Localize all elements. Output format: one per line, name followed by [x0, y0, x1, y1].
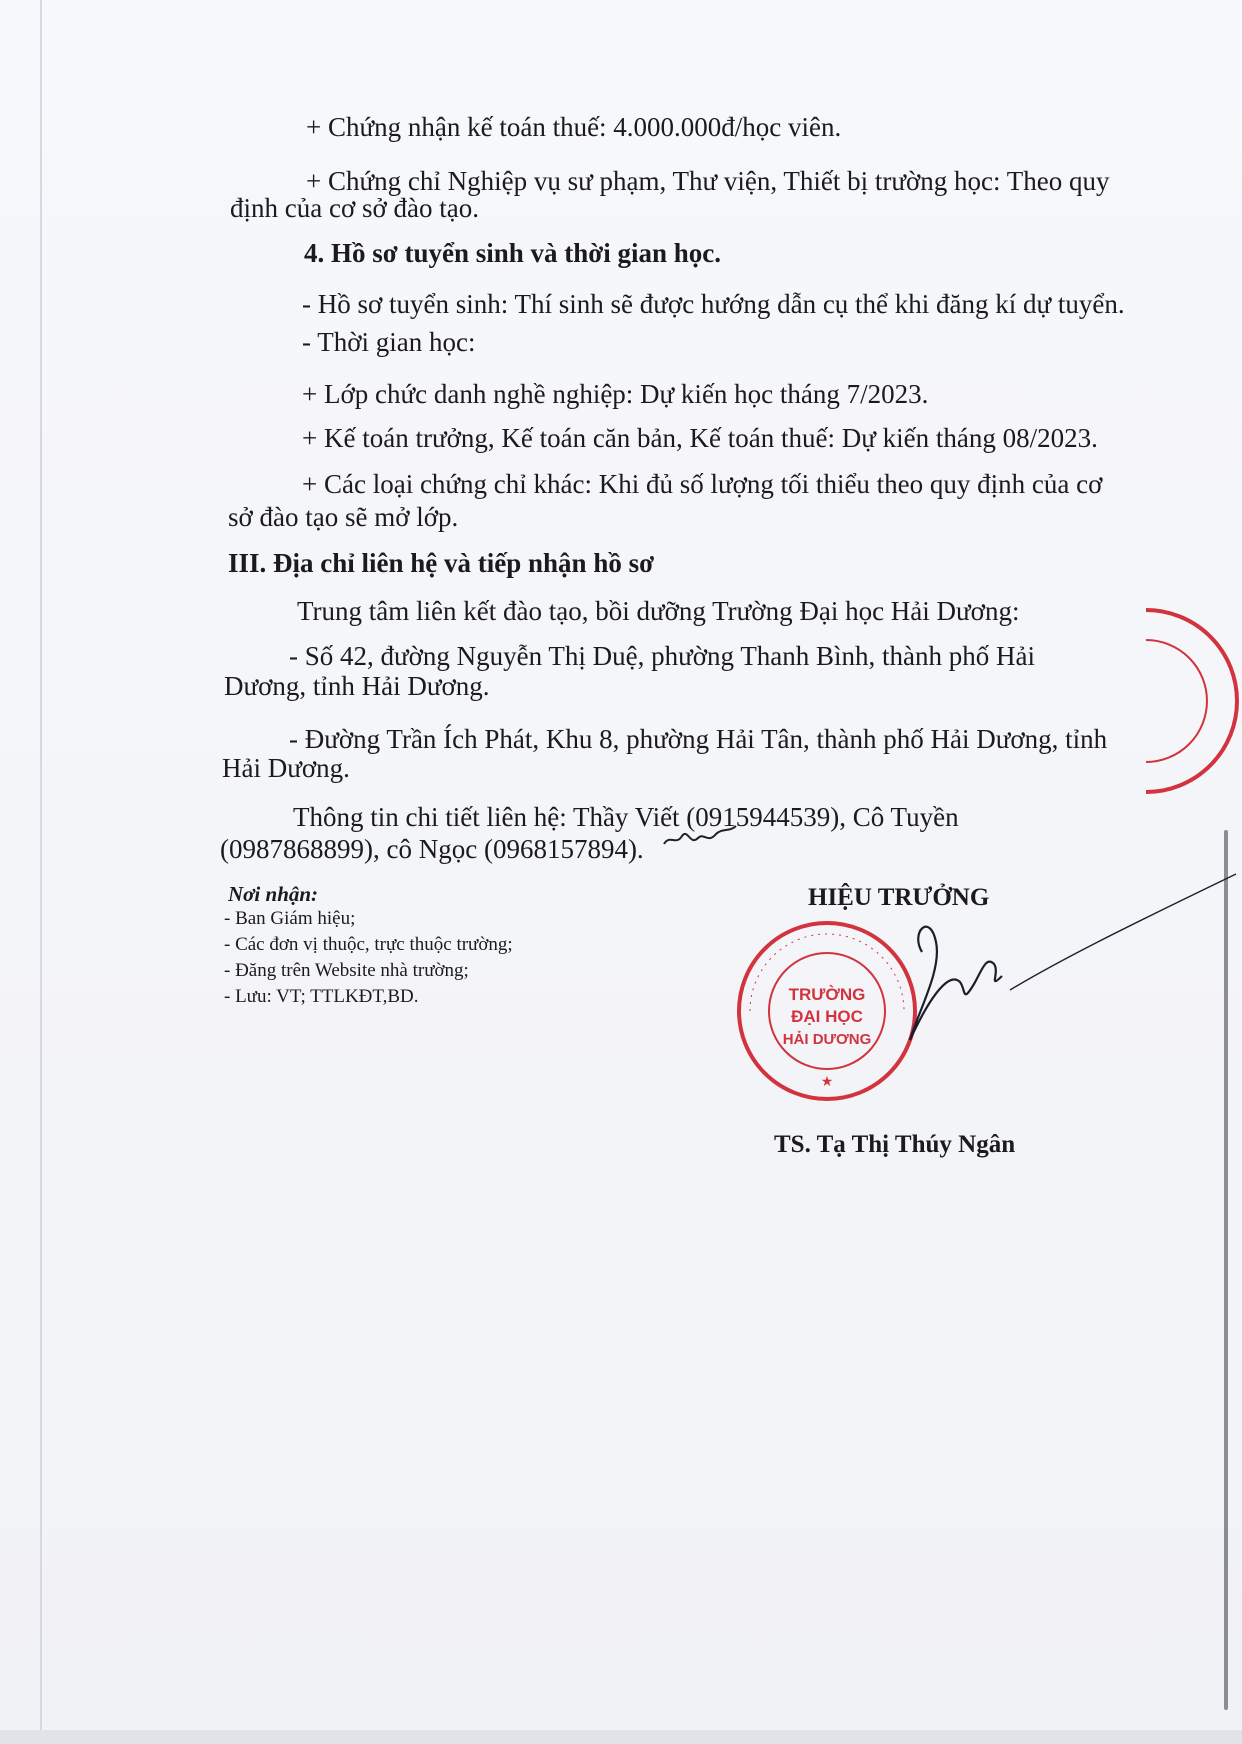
section3-contact-line2: (0987868899), cô Ngọc (0968157894). [220, 834, 644, 864]
signature-title: HIỆU TRƯỞNG [808, 884, 990, 911]
section4-item1: + Lớp chức danh nghề nghiệp: Dự kiến học tháng 7/2023. [302, 379, 929, 409]
section3-center: Trung tâm liên kết đào tạo, bồi dưỡng Trường Đại học Hải Dương: [297, 596, 1020, 626]
seal-center-line1: TRƯỜNG [788, 985, 866, 1004]
recipient-item: - Các đơn vị thuộc, trực thuộc trường; [224, 934, 513, 955]
handwritten-signature [870, 872, 1242, 1052]
section4-profile: - Hồ sơ tuyển sinh: Thí sinh sẽ được hướng dẫn cụ thể khi đăng kí dự tuyển. [302, 289, 1125, 319]
section3-addr2-line2: Hải Dương. [222, 753, 350, 783]
seal-center-line2: ĐẠI HỌC [791, 1007, 863, 1026]
section4-heading: 4. Hồ sơ tuyển sinh và thời gian học. [304, 238, 721, 268]
partial-page-seal [1142, 606, 1242, 796]
recipients-label: Nơi nhận: [228, 882, 319, 906]
recipient-item: - Lưu: VT; TTLKĐT,BD. [224, 986, 419, 1007]
section3-heading: III. Địa chỉ liên hệ và tiếp nhận hồ sơ [228, 548, 655, 578]
section4-item3-line2: sở đào tạo sẽ mở lớp. [228, 502, 459, 532]
signer-name: TS. Tạ Thị Thúy Ngân [774, 1131, 1016, 1158]
section3-addr1-line2: Dương, tỉnh Hải Dương. [224, 671, 490, 701]
section3-contact-line1: Thông tin chi tiết liên hệ: Thầy Viết (0915944539), Cô Tuyền [293, 802, 959, 832]
recipient-item: - Đăng trên Website nhà trường; [224, 960, 469, 981]
section3-addr1-line1: - Số 42, đường Nguyễn Thị Duệ, phường Thanh Bình, thành phố Hải [289, 641, 1036, 671]
section4-item2: + Kế toán trưởng, Kế toán căn bản, Kế toán thuế: Dự kiến tháng 08/2023. [302, 423, 1098, 453]
section4-item3-line1: + Các loại chứng chỉ khác: Khi đủ số lượng tối thiểu theo quy định của cơ [302, 469, 1103, 499]
seal-center-line3: HẢI DƯƠNG [782, 1031, 872, 1048]
page-edge-bottom [0, 1730, 1242, 1744]
recipient-item: - Ban Giám hiệu; [224, 908, 356, 929]
initials-mark [660, 816, 740, 856]
section3-addr2-line1: - Đường Trần Ích Phát, Khu 8, phường Hải Tân, thành phố Hải Dương, tỉnh [289, 724, 1108, 754]
section4-time-label: - Thời gian học: [302, 327, 476, 357]
fee-certificates-line2: định của cơ sở đào tạo. [230, 193, 479, 223]
fee-certificates-line1: + Chứng chỉ Nghiệp vụ sư phạm, Thư viện, Thiết bị trường học: Theo quy [306, 166, 1110, 196]
page-edge-left [40, 0, 42, 1744]
fee-tax-accounting: + Chứng nhận kế toán thuế: 4.000.000đ/học viên. [306, 112, 842, 142]
svg-text:★: ★ [820, 1075, 834, 1090]
